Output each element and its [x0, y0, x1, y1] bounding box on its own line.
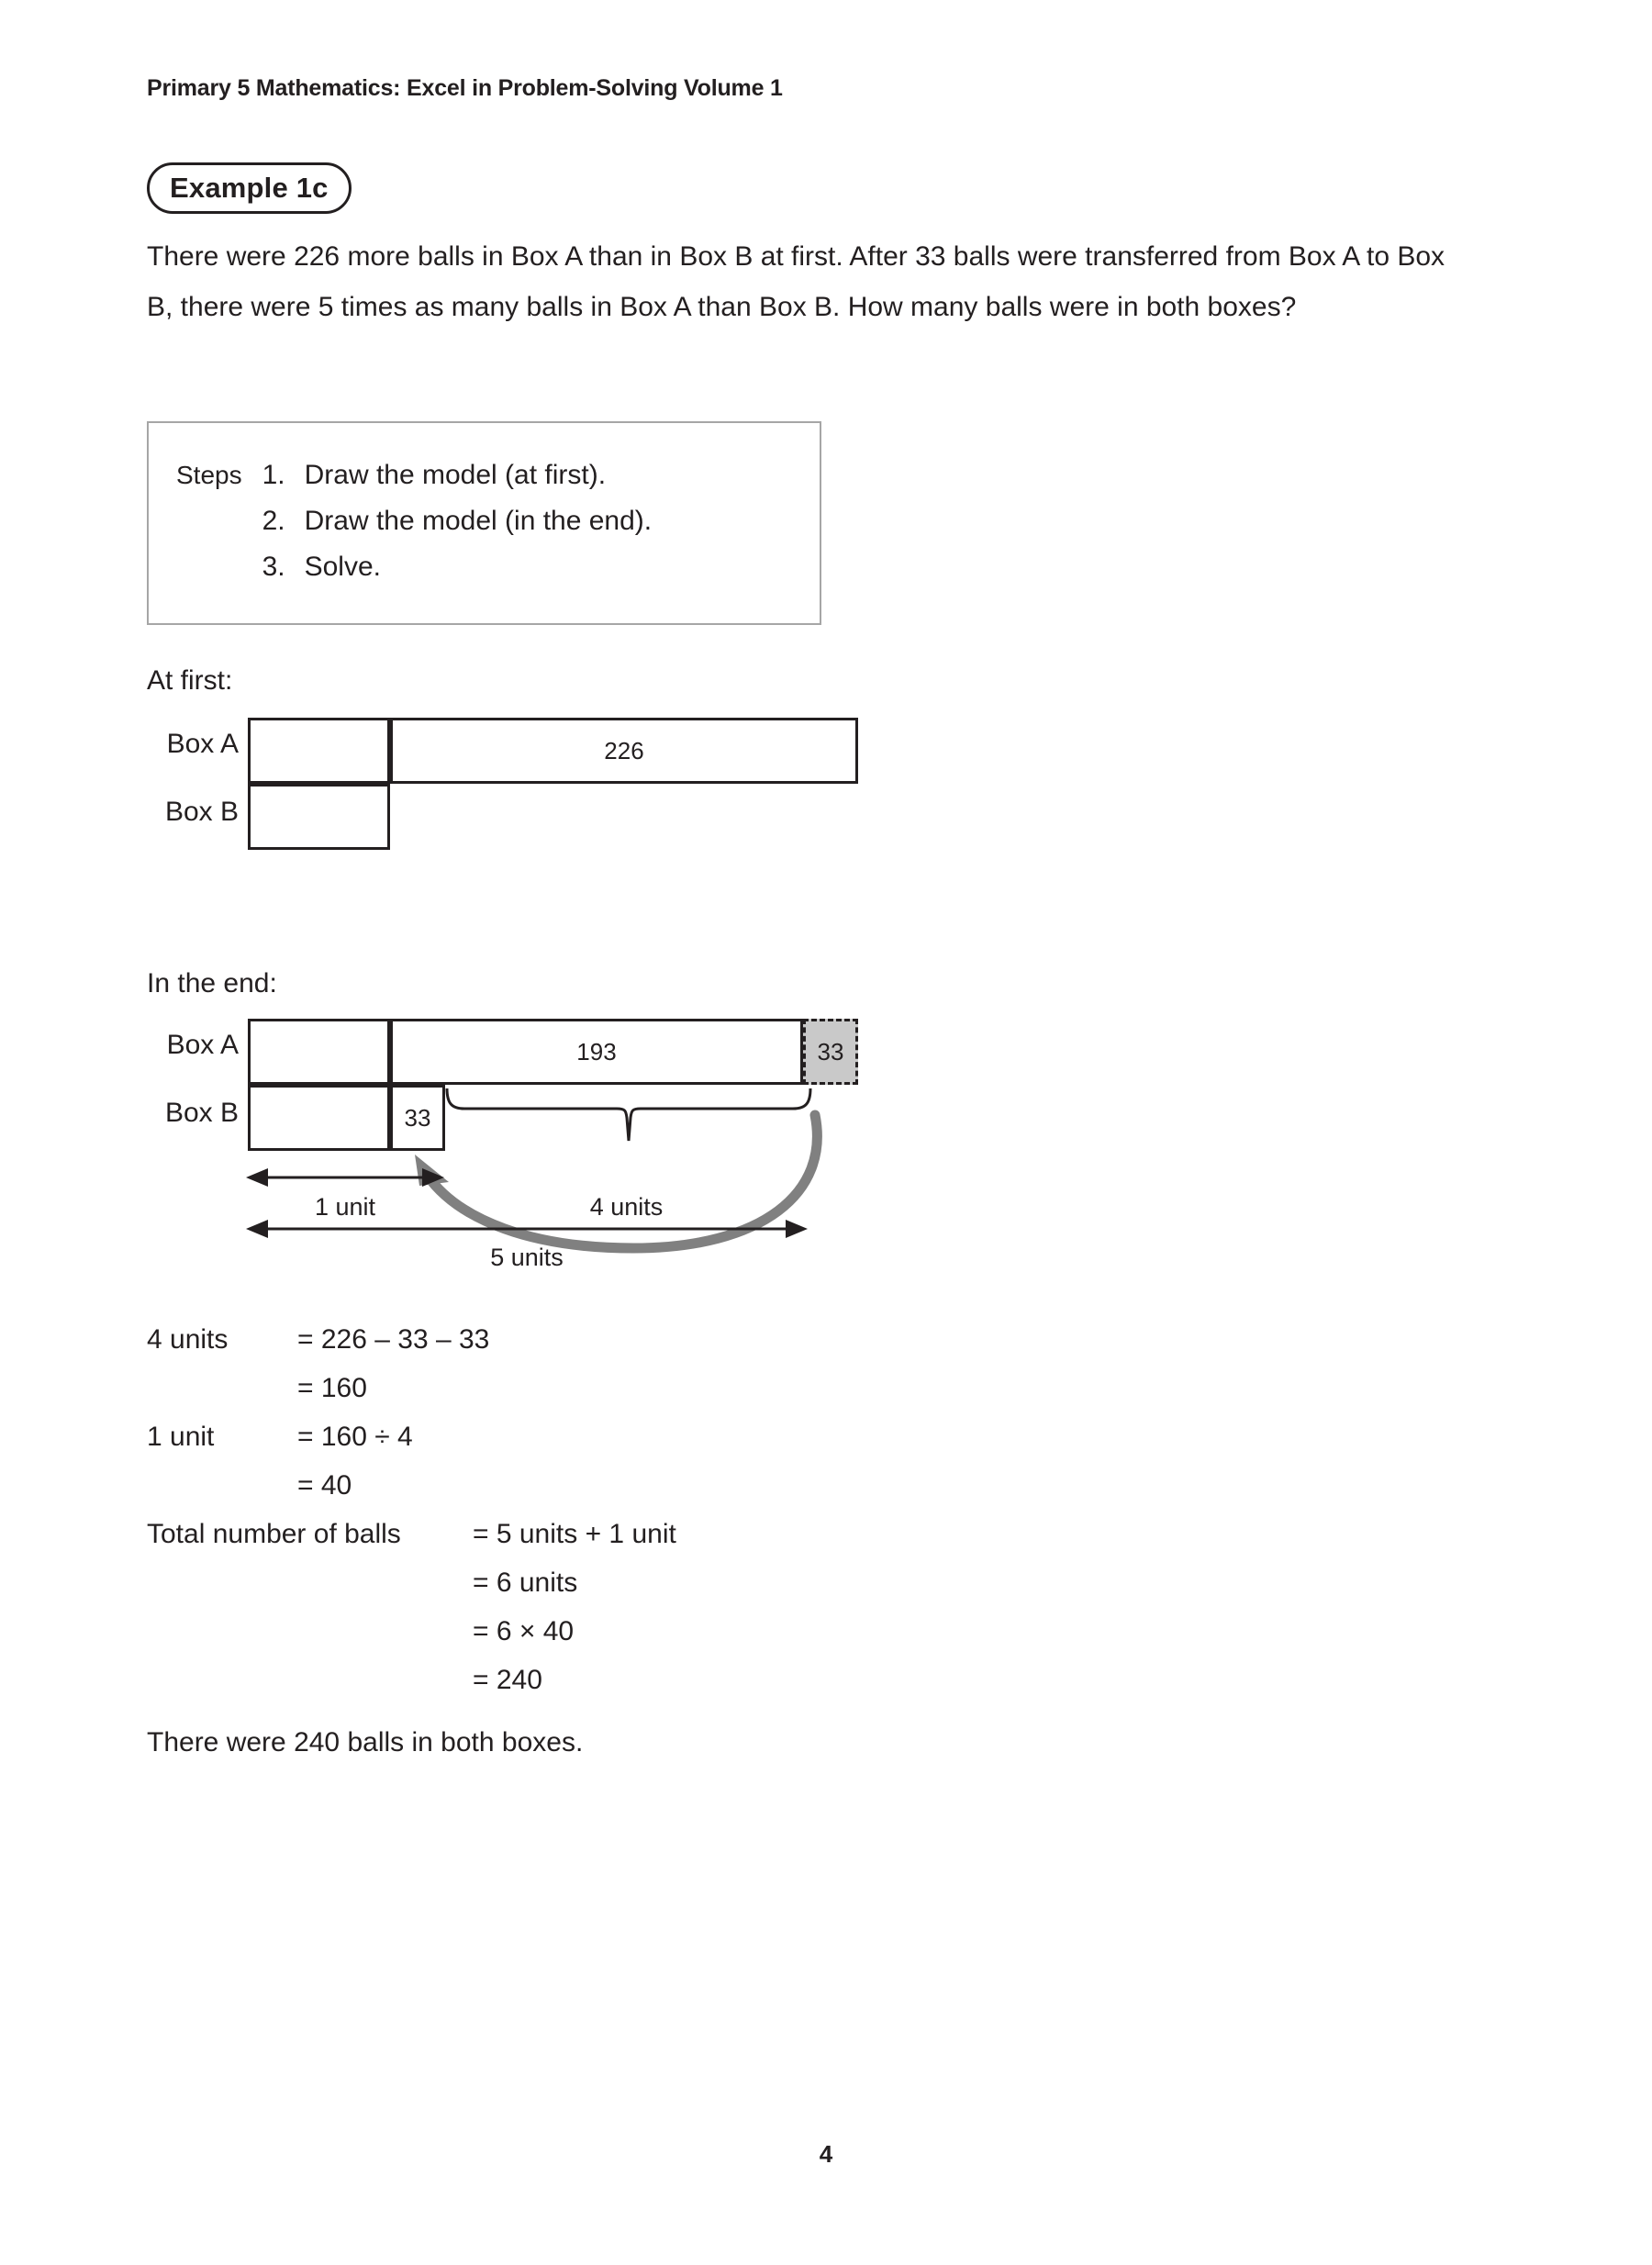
transfer-arrow-head	[415, 1155, 449, 1186]
total-rhs: = 5 units + 1 unit	[473, 1518, 676, 1549]
solution-line	[147, 1315, 676, 1364]
page-number: 4	[819, 2140, 833, 2168]
solution-rhs: = 160	[297, 1372, 367, 1403]
five-units-arrowhead-left	[246, 1220, 268, 1238]
total-line	[147, 1510, 676, 1558]
step-text: Draw the model (in the end).	[304, 506, 653, 536]
at-first-box-a-difference-cell: 226	[390, 718, 858, 784]
step-text: Draw the model (at first).	[304, 460, 607, 490]
final-answer: There were 240 balls in both boxes.	[147, 1727, 584, 1757]
at-first-box-b-label: Box B	[164, 797, 239, 827]
problem-statement: There were 226 more balls in Box A than in Box B at first. After 33 balls were transferred from Box A to Box B, there were 5 times as many balls in Box A than Box B. How many balls were in both boxes?	[147, 241, 1446, 322]
steps-box	[147, 421, 821, 625]
in-the-end-box-b-unit-cell	[248, 1085, 390, 1151]
solution-rhs: = 40	[297, 1469, 352, 1501]
steps-inner	[176, 452, 652, 590]
in-the-end-box-b-transferred-cell: 33	[390, 1085, 445, 1151]
total-line	[147, 1607, 676, 1656]
solution-line	[147, 1364, 676, 1412]
solution-lhs: 1 unit	[147, 1421, 215, 1452]
total-line	[147, 1656, 676, 1704]
total-rhs: = 6 × 40	[473, 1615, 575, 1646]
one-unit-arrowhead-left	[246, 1168, 268, 1187]
step-item	[262, 498, 653, 544]
at-first-box-a-unit-cell	[248, 718, 390, 784]
at-first-box-b-unit-cell	[248, 784, 390, 850]
one-unit-arrowhead-right	[422, 1168, 444, 1187]
one-unit-label: 1 unit	[314, 1193, 376, 1221]
in-the-end-box-a-label: Box A	[166, 1030, 239, 1060]
five-units-arrowhead-right	[786, 1220, 808, 1238]
step-item	[262, 452, 653, 498]
example-badge-label: Example 1c	[170, 172, 329, 204]
solution-lhs: 4 units	[147, 1323, 229, 1355]
running-header: Primary 5 Mathematics: Excel in Problem-Solving Volume 1	[147, 75, 783, 101]
solution-line	[147, 1412, 676, 1461]
step-text: Solve.	[304, 552, 381, 582]
steps-label: Steps	[176, 461, 242, 489]
at-first-box-a-label: Box A	[166, 729, 239, 759]
in-the-end-box-a-transferred-cell: 33	[803, 1019, 858, 1085]
solution-block	[147, 1315, 676, 1704]
step-number: 1.	[262, 460, 285, 490]
in-the-end-box-a-unit-cell	[248, 1019, 390, 1085]
step-item	[262, 544, 653, 590]
total-rhs: = 6 units	[473, 1567, 578, 1598]
example-badge	[147, 162, 352, 214]
transfer-arrow-curve	[427, 1115, 817, 1248]
solution-rhs: = 160 ÷ 4	[297, 1421, 413, 1452]
step-number: 3.	[262, 552, 285, 582]
at-first-caption: At first:	[147, 665, 233, 696]
step-number: 2.	[262, 506, 285, 536]
total-lhs: Total number of balls	[147, 1518, 401, 1549]
solution-line	[147, 1461, 676, 1510]
solution-rhs: = 226 – 33 – 33	[297, 1323, 490, 1355]
total-rhs: = 240	[473, 1664, 542, 1695]
five-units-label: 5 units	[490, 1244, 564, 1271]
in-the-end-box-b-label: Box B	[164, 1098, 239, 1128]
four-units-brace	[447, 1088, 810, 1141]
four-units-label: 4 units	[589, 1193, 664, 1221]
total-line	[147, 1558, 676, 1607]
in-the-end-box-a-middle-cell: 193	[390, 1019, 803, 1085]
steps-list	[262, 452, 653, 590]
in-the-end-caption: In the end:	[147, 968, 277, 999]
